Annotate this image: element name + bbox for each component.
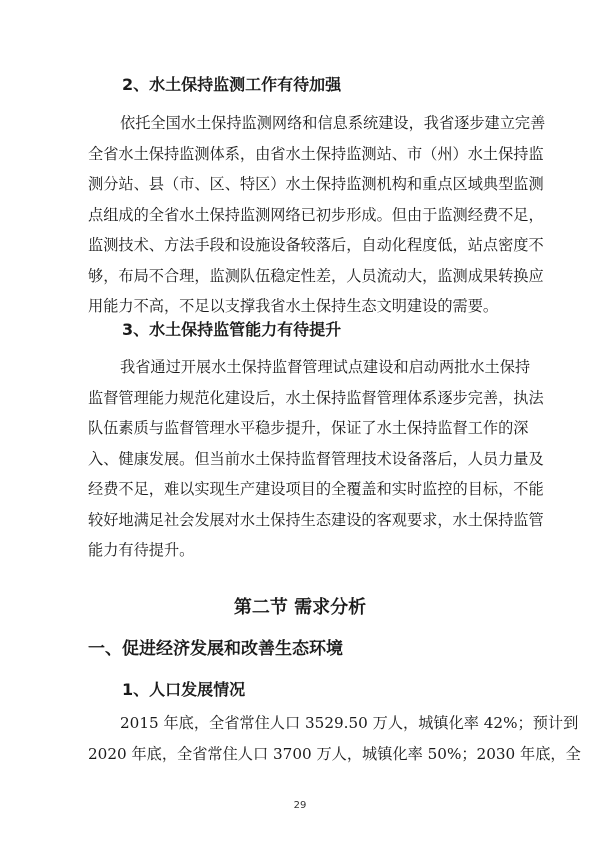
text-line: 较好地满足社会发展对水土保持生态建设的客观要求，水土保持监管	[88, 510, 544, 529]
paragraph-monitoring	[88, 108, 546, 322]
page-number: 29	[293, 800, 307, 811]
paragraph-population	[88, 708, 581, 769]
text-line: 经费不足，难以实现生产建设项目的全覆盖和实时监控的目标，不能	[88, 480, 544, 498]
text-line: 入、健康发展。但当前水土保持监督管理技术设备落后，人员力量及	[88, 449, 544, 468]
text-line: 依托全国水土保持监测网络和信息系统建设，我省逐步建立完善	[120, 114, 546, 132]
text-line: 测分站、县（市、区、特区）水土保持监测机构和重点区域典型监测	[88, 175, 544, 193]
text-line: 队伍素质与监督管理水平稳步提升，保证了水土保持监督工作的深	[88, 419, 529, 437]
text-line: 2015 年底，全省常住人口 3529.50 万人，城镇化率 42%；预计到	[120, 714, 579, 732]
section-title: 第二节 需求分析	[233, 597, 367, 618]
text-line: 2020 年底，全省常住人口 3700 万人，城镇化率 50%；2030 年底，全	[88, 744, 581, 763]
text-line: 能力有待提升。	[88, 541, 195, 559]
text-line: 我省通过开展水土保持监督管理试点建设和启动两批水土保持	[120, 358, 531, 376]
text-line: 用能力不高，不足以支撑我省水土保持生态文明建设的需要。	[88, 297, 499, 315]
paragraph-supervision	[88, 352, 544, 566]
heading-supervision: 3、水土保持监管能力有待提升	[122, 320, 342, 339]
text-line: 点组成的全省水土保持监测网络已初步形成。但由于监测经费不足，	[88, 205, 544, 224]
heading-population: 1、人口发展情况	[122, 680, 246, 699]
text-line: 监测技术、方法手段和设施设备较落后，自动化程度低，站点密度不	[88, 236, 544, 254]
heading-monitoring: 2、水土保持监测工作有待加强	[122, 75, 342, 94]
text-line: 够，布局不合理，监测队伍稳定性差，人员流动大，监测成果转换应	[88, 266, 544, 285]
subsection-title: 一、促进经济发展和改善生态环境	[88, 639, 343, 659]
text-line: 全省水土保持监测体系，由省水土保持监测站、市（州）水土保持监	[88, 144, 544, 163]
text-line: 监督管理能力规范化建设后，水土保持监督管理体系逐步完善，执法	[88, 388, 544, 407]
